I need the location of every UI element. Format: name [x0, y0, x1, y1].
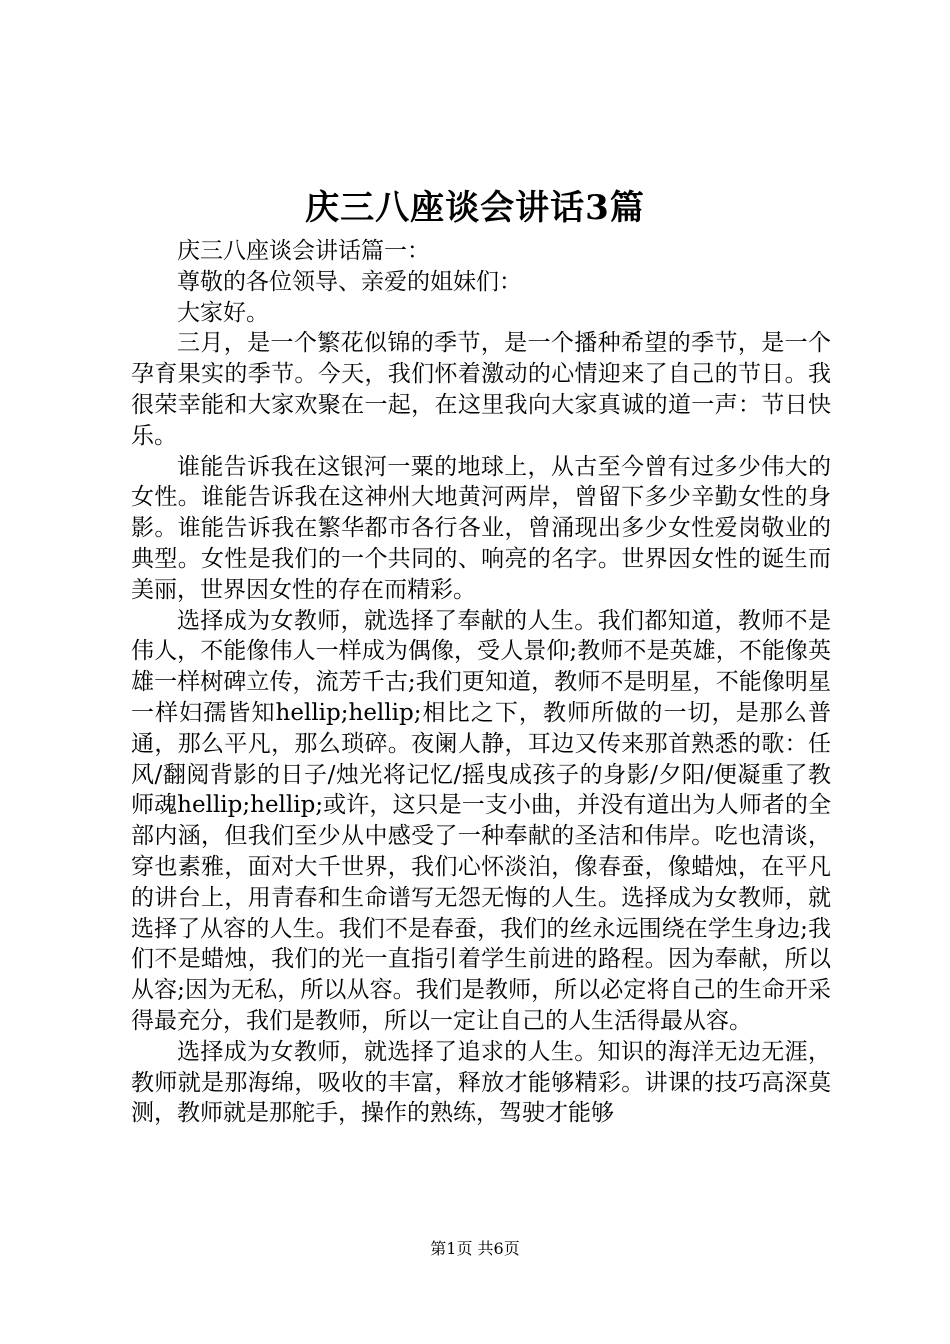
paragraph-heading: 庆三八座谈会讲话篇一：: [177, 238, 430, 264]
paragraph: 三月，是一个繁花似锦的季节，是一个播种希望的季节，是一个孕育果实的季节。今天，我们怀着激动的心情迎来了自己的节日。我很荣幸能和大家欢聚在一起，在这里我向大家真诚的道一声：节日快乐。: [131, 330, 831, 449]
paragraph: 谁能告诉我在这银河一粟的地球上，从古至今曾有过多少伟大的女性。谁能告诉我在这神州大地黄河两岸，曾留下多少辛勤女性的身影。谁能告诉我在繁华都市各行各业，曾涌现出多少女性爱岗敬业的典型。女性是我们的一个共同的、响亮的名字。世界因女性的诞生而美丽，世界因女性的存在而精彩。: [131, 453, 831, 603]
paragraph-greeting: 大家好。: [177, 299, 269, 326]
document-body: [131, 236, 831, 1129]
page-footer: 第1页 共6页: [430, 1239, 520, 1258]
paragraph-salutation: 尊敬的各位领导、亲爱的姐妹们：: [177, 268, 522, 295]
paragraph: 选择成为女教师，就选择了追求的人生。知识的海洋无边无涯，教师就是那海绵，吸收的丰富，释放才能够精彩。讲课的技巧高深莫测，教师就是那舵手，操作的熟练，驾驶才能够: [131, 1038, 831, 1127]
document-title: 庆三八座谈会讲话3篇: [305, 188, 645, 228]
paragraph: 选择成为女教师，就选择了奉献的人生。我们都知道，教师不是伟人，不能像伟人一样成为偶像，受人景仰;教师不是英雄，不能像英雄一样树碑立传，流芳千古;我们更知道，教师不是明星，不能像明星一样妇孺皆知hellip;hellip;相比之下，教师所做的一切，是那么普通，那么平凡，那么琐碎。夜阑人静，耳边又传来那首熟悉的歌：任风/翻阅背影的日子/烛光将记忆/摇曳成孩子的身影/夕阳/便凝重了教师魂hellip;hellip;或许，这只是一支小曲，并没有道出为人师者的全部内涵，但我们至少从中感受了一种奉献的圣洁和伟岸。吃也清谈，穿也素雅，面对大千世界，我们心怀淡泊，像春蚕，像蜡烛，在平凡的讲台上，用青春和生命谱写无怨无悔的人生。选择成为女教师，就选择了从容的人生。我们不是春蚕，我们的丝永远围绕在学生身边;我们不是蜡烛，我们的光一直指引着学生前进的路程。因为奉献，所以从容;因为无私，所以从容。我们是教师，所以必定将自己的生命开采得最充分，我们是教师，所以一定让自己的人生活得最从容。: [131, 607, 831, 1034]
